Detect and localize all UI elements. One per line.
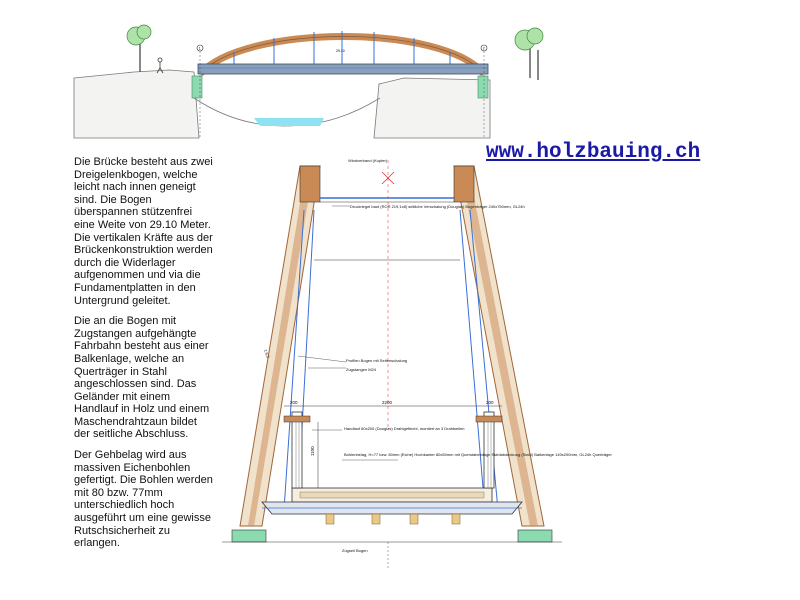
- label-slope: 1:6,5: [263, 348, 271, 359]
- svg-text:2: 2: [482, 46, 485, 51]
- label-arch-profile: Profilen Bogen mit Seitenschalung: [346, 358, 408, 363]
- label-height-dim: 1100: [310, 446, 315, 456]
- label-post-left: 200: [290, 400, 298, 405]
- description-text: [74, 156, 214, 558]
- abutment-right: [478, 76, 488, 98]
- ground-right: [374, 78, 490, 138]
- water: [254, 118, 324, 126]
- label-arch-beam: Druckriegel baut (ROR 219,1x8) seitliche Verschalung (Douglas) Bogenträger 240x750mm, GL24h: [350, 204, 525, 209]
- label-width-dim: 2200: [382, 400, 393, 405]
- ground-left: [74, 70, 199, 138]
- label-handrail: Handlauf 60x200 (Douglas) Drahtgeflecht, montiert an 3 Drahtseilen: [344, 426, 465, 431]
- tree-right-icon: [500, 22, 560, 82]
- joists: [326, 514, 460, 524]
- svg-text:1: 1: [198, 46, 201, 51]
- paragraph-structure: Die Brücke besteht aus zwei Dreigelenkbogen, welche leicht nach innen geneigt sind. Die Bogen überspannen stützenfrei eine Weite von 29.10 Meter. Die vertikalen Kräfte aus der Brückenkonstruktion werden durch die Widerlager aufgenommen und via die Fundamentplatten in den Untergrund geleitet.: [74, 156, 213, 307]
- paragraph-deck: Die an die Bogen mit Zugstangen aufgehängte Fahrbahn besteht aus einer Balkenlage, welche an Querträger in Stahl angeschlossen sind. Das Geländer mit einem Handlauf in Holz und einem Maschendrahtzaun bildet der seitliche Abschluss.: [74, 315, 210, 441]
- abutment-left: [192, 76, 202, 98]
- foundation-right: [518, 530, 552, 542]
- railing-post-right: [484, 412, 494, 488]
- paragraph-surface: Der Gehbelag wird aus massiven Eichenbohlen gefertigt. Die Bohlen werden mit 80 bzw. 77mm unterschiedlich hoch ausgeführt um eine gewisse Rutschsicherheit zu erlangen.: [74, 449, 213, 550]
- label-deck-layers: Bohlenbelag, H=77 bzw. 80mm (Eiche) Hochkanter 80x50mm mit Querstabeinlage Stahlabdeckung (Stahl) Balkenlage 140x200mm, GL24h Querträger: [344, 452, 612, 457]
- label-foot: Zugseil Bogen: [342, 548, 368, 553]
- span-label: 29.10: [336, 49, 345, 53]
- label-hanger: Zugstangen M24: [346, 367, 377, 372]
- bridge-cross-section-drawing: [222, 150, 612, 570]
- website-link[interactable]: www.holzbauing.ch: [486, 141, 701, 164]
- tree-left: [127, 25, 151, 72]
- deck: [198, 64, 488, 74]
- foundation-left: [232, 530, 266, 542]
- bridge-elevation-drawing: [74, 22, 490, 138]
- label-post-right: 200: [486, 400, 494, 405]
- centre-marker: [382, 160, 394, 430]
- railing-post-left: [292, 412, 302, 488]
- label-top-bracing: Windverband (Kupfer): [348, 158, 388, 163]
